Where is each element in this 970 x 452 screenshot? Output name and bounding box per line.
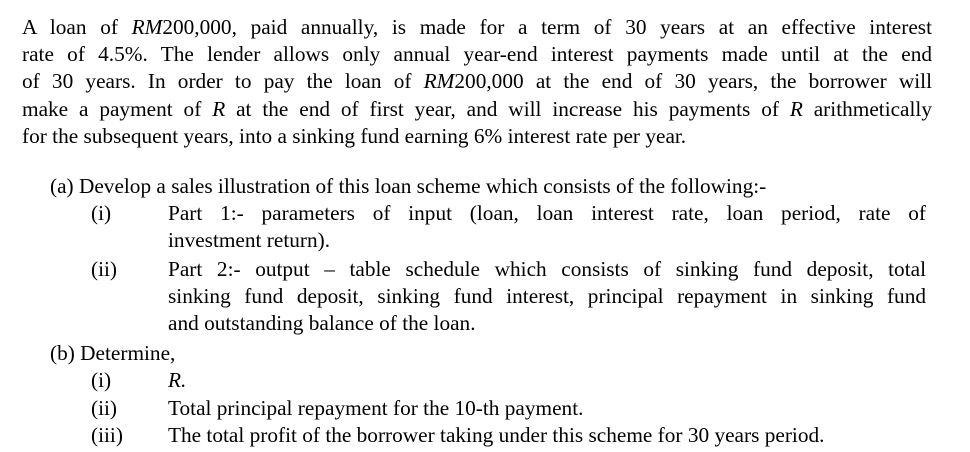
- math-variable-r: R: [789, 96, 803, 121]
- part-a-item-1-text: Part 1:- parameters of input (loan, loan interest rate, loan period, rate of investment return).: [168, 201, 926, 253]
- math-variable-r: R: [212, 96, 226, 121]
- part-b-item-3-text: The total profit of the borrower taking under this scheme for 30 years period.: [168, 423, 825, 447]
- intro-line-2: rate of 4.5%. The lender allows only annual year-end interest payments made until at the end: [22, 42, 932, 67]
- intro-line-1: A loan of RM200,000, paid annually, is made for a term of 30 years at an effective interest: [22, 15, 932, 39]
- part-b-item-1-label: (i): [91, 368, 112, 392]
- intro-line-3: of 30 years. In order to pay the loan of RM200,000 at the end of 30 years, the borrower will: [22, 69, 932, 94]
- part-b-item-2-text: Total principal repayment for the 10-th payment.: [168, 396, 584, 420]
- part-a-item-2-text: Part 2:- output – table schedule which consists of sinking fund deposit, total sinking fund deposit, sinking fund interest, principal repayment in sinking fund and outstanding balance of the loan.: [168, 257, 926, 336]
- part-a-heading: (a) Develop a sales illustration of this loan scheme which consists of the following:-: [50, 174, 767, 198]
- part-b-item-1-text: R.: [168, 368, 187, 392]
- math-currency: RM: [131, 15, 163, 39]
- part-b-item-2-label: (ii): [91, 396, 118, 420]
- intro-paragraph: [22, 14, 932, 150]
- part-a-item-1-label: (i): [91, 201, 112, 225]
- math-currency: RM: [423, 69, 455, 94]
- intro-line-5: for the subsequent years, into a sinking fund earning 6% interest rate per year.: [22, 123, 687, 148]
- intro-line-4: make a payment of R at the end of first year, and will increase his payments of R arithmetically: [22, 96, 932, 121]
- part-b-heading: (b) Determine,: [50, 341, 176, 365]
- part-b-item-3-label: (iii): [91, 423, 123, 447]
- part-a-item-2-label: (ii): [91, 257, 118, 281]
